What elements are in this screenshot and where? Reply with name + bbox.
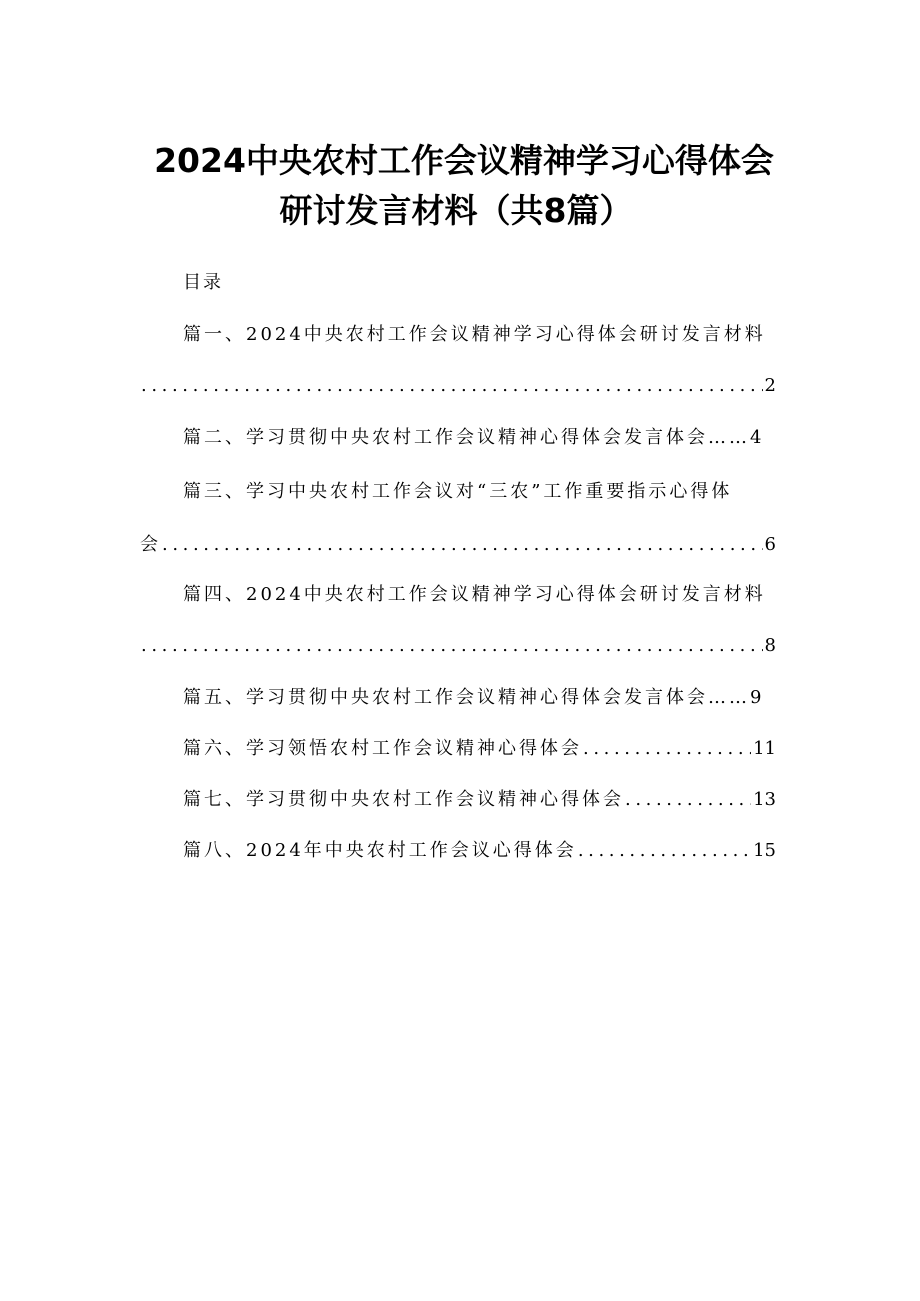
toc-item-4-leader[interactable] <box>140 633 776 659</box>
toc-item-6[interactable] <box>183 736 776 762</box>
toc-item-7-text: 篇七、学习贯彻中央农村工作会议精神心得体会 <box>183 789 624 810</box>
toc-item-4-text[interactable]: 篇四、2024中央农村工作会议精神学习心得体会研讨发言材料 <box>183 584 766 605</box>
dot-leader <box>141 633 763 659</box>
toc-item-1-leader[interactable] <box>140 373 776 399</box>
toc-item-8-page: 15 <box>753 840 776 861</box>
toc-item-4-page: 8 <box>764 635 776 656</box>
dot-leader <box>141 373 763 399</box>
toc-heading: 目录 <box>183 272 223 293</box>
dot-leader <box>578 838 751 864</box>
document-title-line-1: 2024中央农村工作会议精神学习心得体会 <box>154 141 774 180</box>
toc-item-7[interactable] <box>183 787 776 813</box>
toc-item-7-page: 13 <box>753 789 776 810</box>
toc-item-3-page: 6 <box>764 534 776 555</box>
toc-item-6-page: 11 <box>753 738 776 759</box>
toc-item-3-text[interactable]: 篇三、学习中央农村工作会议对“三农”工作重要指示心得体 <box>183 481 733 502</box>
toc-item-1-text[interactable]: 篇一、2024中央农村工作会议精神学习心得体会研讨发言材料 <box>183 324 766 345</box>
dot-leader <box>162 532 763 558</box>
toc-item-5-text: 篇五、学习贯彻中央农村工作会议精神心得体会发言体会…… <box>183 687 750 708</box>
toc-item-2-page: 4 <box>750 427 762 448</box>
toc-item-2[interactable] <box>183 425 761 451</box>
toc-item-5[interactable] <box>183 685 761 711</box>
toc-item-2-text: 篇二、学习贯彻中央农村工作会议精神心得体会发言体会…… <box>183 427 750 448</box>
toc-item-5-page: 9 <box>750 687 762 708</box>
dot-leader <box>583 736 751 762</box>
toc-item-8-text: 篇八、2024年中央农村工作会议心得体会 <box>183 840 577 861</box>
toc-item-3-leader[interactable] <box>140 532 776 558</box>
toc-item-8[interactable] <box>183 838 776 864</box>
toc-item-3-text-continued: 会 <box>140 534 161 555</box>
document-title-line-2: 研讨发言材料（共8篇） <box>279 191 633 230</box>
dot-leader <box>625 787 751 813</box>
toc-item-1-page: 2 <box>764 375 776 396</box>
toc-item-6-text: 篇六、学习领悟农村工作会议精神心得体会 <box>183 738 582 759</box>
